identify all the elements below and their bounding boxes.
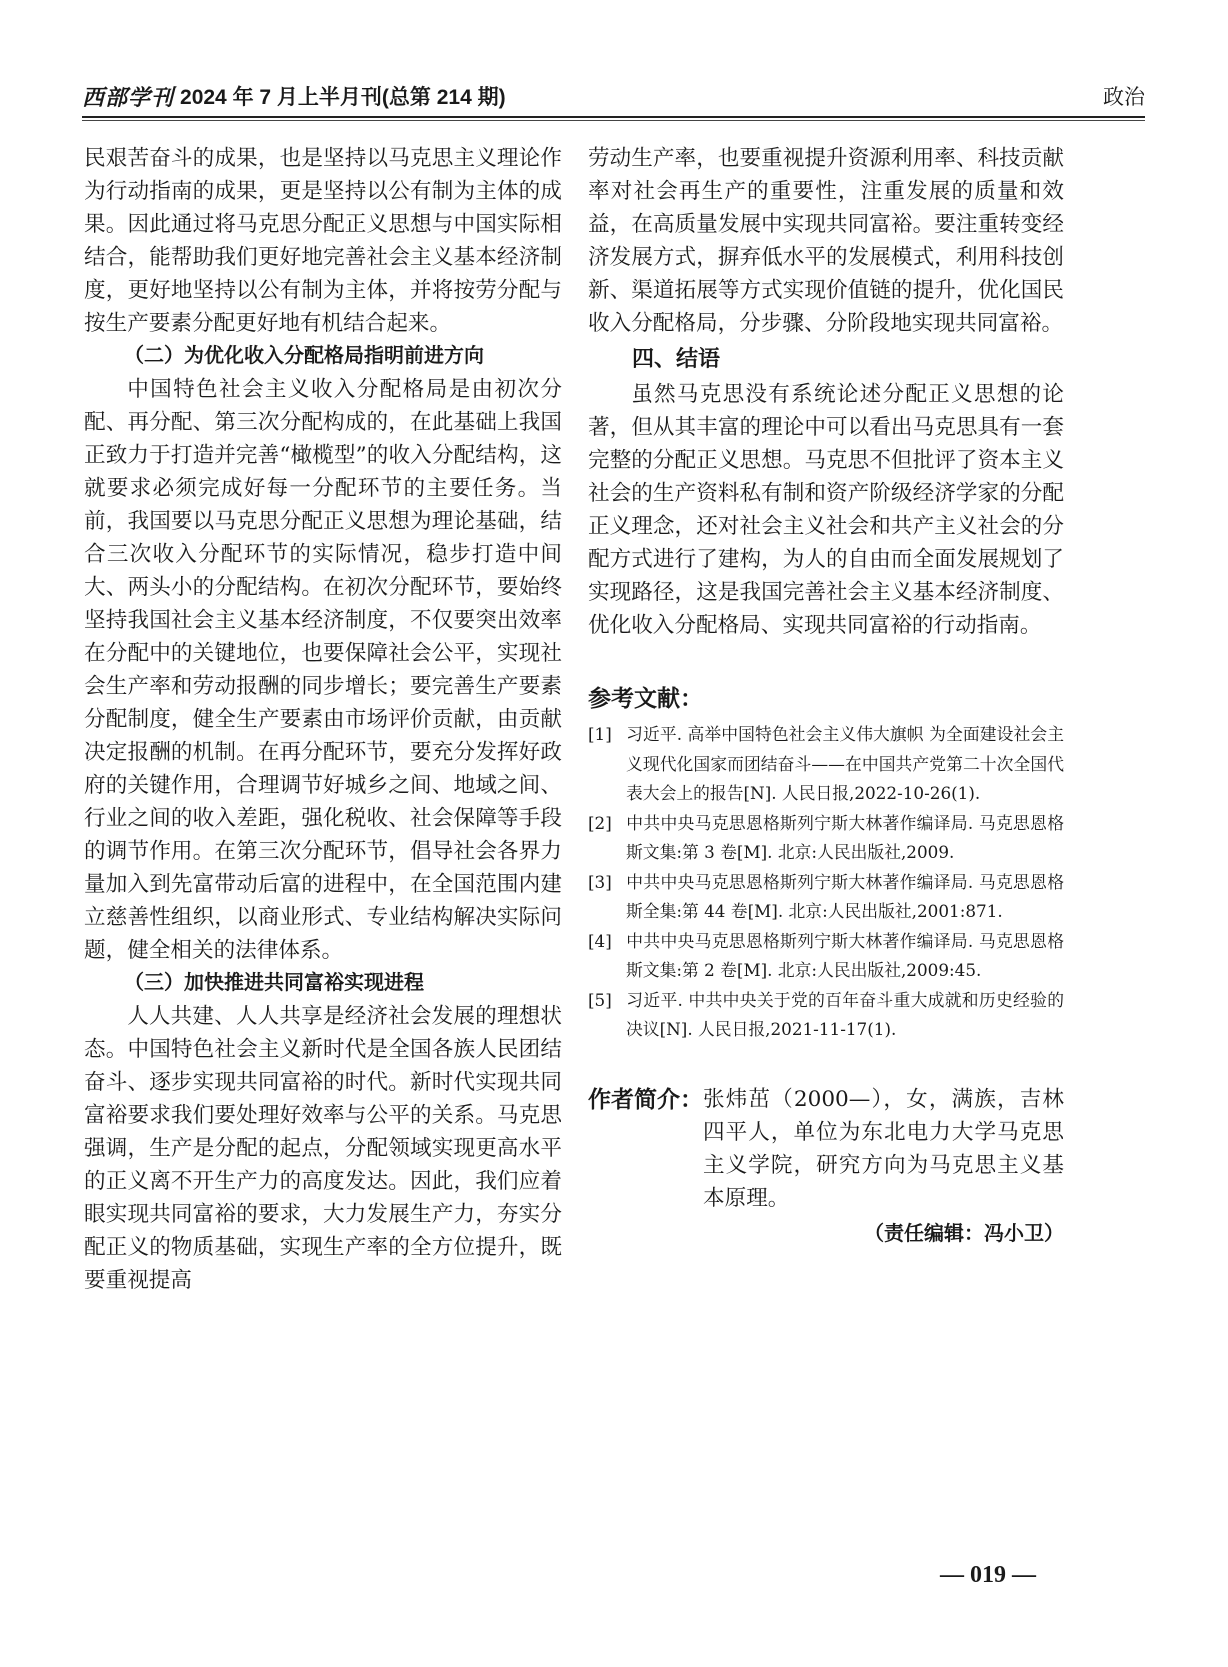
paragraph: 中国特色社会主义收入分配格局是由初次分配、再分配、第三次分配构成的，在此基础上我国正致力于打造并完善“橄榄型”的收入分配结构，这就要求必须完成好每一分配环节的主要任务。当前，我国要以马克思分配正义思想为理论基础，结合三次收入分配环节的实际情况，稳步打造中间大、两头小的分配结构。在初次分配环节，要始终坚持我国社会主义基本经济制度，不仅要突出效率在分配中的关键地位，也要保障社会公平，实现社会生产率和劳动报酬的同步增长；要完善生产要素分配制度，健全生产要素由市场评价贡献，由贡献决定报酬的机制。在再分配环节，要充分发挥好政府的关键作用，合理调节好城乡之间、地域之间、行业之间的收入差距，强化税收、社会保障等手段的调节作用。在第三次分配环节，倡导社会各界力量加入到先富带动后富的进程中，在全国范围内建立慈善性组织，以商业形式、专业结构解决实际问题，健全相关的法律体系。 xyxy=(84,377,562,963)
running-header xyxy=(82,80,1145,112)
reference-item xyxy=(588,927,1064,986)
reference-number: [4] xyxy=(588,930,612,951)
reference-item xyxy=(588,720,1064,809)
reference-number: [3] xyxy=(588,871,612,892)
author-bio-text: 张炜茁（2000—），女，满族，吉林四平人，单位为东北电力大学马克思主义学院，研究方向为马克思主义基本原理。 xyxy=(703,1086,1064,1211)
reference-text: 习近平. 高举中国特色社会主义伟大旗帜 为全面建设社会主义现代化国家而团结奋斗——在中国共产党第二十次全国代表大会上的报告[N]. 人民日报,2022-10-26(1). xyxy=(626,724,1064,803)
reference-number: [5] xyxy=(588,989,612,1010)
header-rule xyxy=(82,116,1145,118)
reference-item xyxy=(588,986,1064,1045)
reference-number: [2] xyxy=(588,812,612,833)
page-number: — 019 — xyxy=(940,1562,1036,1588)
paragraph: 民艰苦奋斗的成果，也是坚持以马克思主义理论作为行动指南的成果，更是坚持以公有制为主体的成果。因此通过将马克思分配正义思想与中国实际相结合，能帮助我们更好地完善社会主义基本经济制度，更好地坚持以公有制为主体，并将按劳分配与按生产要素分配更好地有机结合起来。 xyxy=(84,146,562,336)
conclusion-heading: 四、结语 xyxy=(632,346,721,371)
author-bio-label: 作者简介： xyxy=(588,1085,703,1112)
reference-item xyxy=(588,809,1064,868)
references xyxy=(588,682,1064,1045)
paragraph: 劳动生产率，也要重视提升资源利用率、科技贡献率对社会再生产的重要性，注重发展的质量和效益，在高质量发展中实现共同富裕。要注重转变经济发展方式，摒弃低水平的发展模式，利用科技创新、渠道拓展等方式实现价值链的提升，优化国民收入分配格局，分步骤、分阶段地实现共同富裕。 xyxy=(588,146,1064,336)
author-bio xyxy=(588,1083,1064,1215)
section-name: 政治 xyxy=(1103,86,1145,109)
right-column xyxy=(588,142,1064,1249)
reference-text: 习近平. 中共中央关于党的百年奋斗重大成就和历史经验的决议[N]. 人民日报,2021-11-17(1). xyxy=(626,989,1064,1039)
issue-info: 2024 年 7 月上半月刊(总第 214 期) xyxy=(180,86,506,109)
header-rule-thin xyxy=(82,120,1145,121)
section-heading: （二）为优化收入分配格局指明前进方向 xyxy=(124,345,484,367)
responsible-editor: （责任编辑：冯小卫） xyxy=(864,1222,1064,1245)
reference-text: 中共中央马克思恩格斯列宁斯大林著作编译局. 马克思恩格斯全集:第 44 卷[M]. 北京:人民出版社,2001:871. xyxy=(626,871,1064,921)
reference-text: 中共中央马克思恩格斯列宁斯大林著作编译局. 马克思恩格斯文集:第 2 卷[M]. 北京:人民出版社,2009:45. xyxy=(626,930,1064,980)
paragraph: 人人共建、人人共享是经济社会发展的理想状态。中国特色社会主义新时代是全国各族人民团结奋斗、逐步实现共同富裕的时代。新时代实现共同富裕要求我们要处理好效率与公平的关系。马克思强调，生产是分配的起点，分配领域实现更高水平的正义离不开生产力的高度发达。因此，我们应着眼实现共同富裕的要求，大力发展生产力，夯实分配正义的物质基础，实现生产率的全方位提升，既要重视提高 xyxy=(84,1004,562,1293)
section-heading: （三）加快推进共同富裕实现进程 xyxy=(124,972,424,994)
reference-number: [1] xyxy=(588,724,612,744)
references-heading: 参考文献： xyxy=(588,685,703,711)
left-column xyxy=(84,142,562,1297)
reference-item xyxy=(588,868,1064,927)
reference-text: 中共中央马克思恩格斯列宁斯大林著作编译局. 马克思恩格斯文集:第 3 卷[M]. 北京:人民出版社,2009. xyxy=(626,812,1064,862)
journal-logo: 西部学刊 xyxy=(82,84,175,111)
paragraph: 虽然马克思没有系统论述分配正义思想的论著，但从其丰富的理论中可以看出马克思具有一套完整的分配正义思想。马克思不但批评了资本主义社会的生产资料私有制和资产阶级经济学家的分配正义理念，还对社会主义社会和共产主义社会的分配方式进行了建构，为人的自由而全面发展规划了实现路径，这是我国完善社会主义基本经济制度、优化收入分配格局、实现共同富裕的行动指南。 xyxy=(588,382,1064,638)
